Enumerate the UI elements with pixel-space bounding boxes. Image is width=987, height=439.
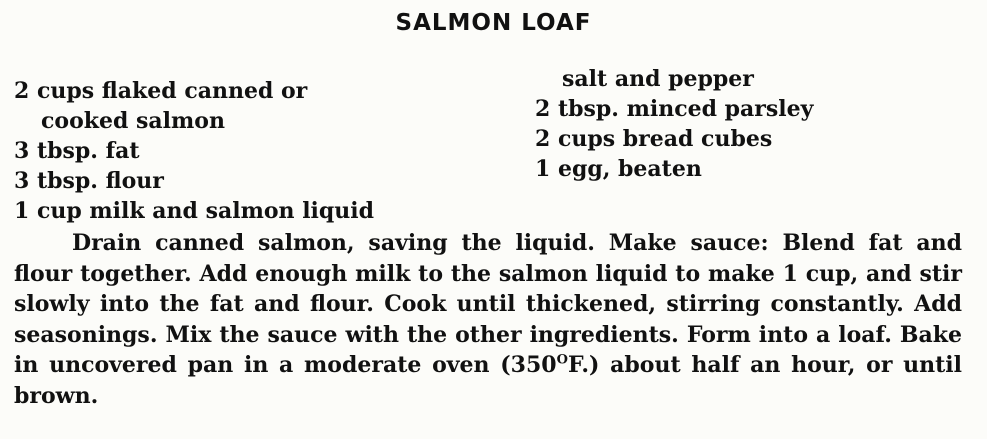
instructions-text-part-1: Drain canned salmon, saving the liquid. Make sauce: Blend fat and flour together. Add enough milk to the salmon liquid to make 1 cup, and stir slowly into the fat and flour. Cook until thickened, stirring constantly. Add seasonings. Mix the sauce with the other ingredients. Form into a loaf. Bake in uncovered pan in a moderate oven (350 [14,230,962,378]
ingredients-right-column [535,64,813,184]
ingredients-left-column [14,76,374,226]
ingredient-line: 1 cup milk and salmon liquid [14,198,375,224]
recipe-title: SALMON LOAF [395,10,592,36]
ingredient-line: 3 tbsp. flour [14,168,164,194]
ingredient-line: 2 tbsp. minced parsley [535,96,814,122]
ingredients-list [14,66,974,224]
ingredient-line: salt and pepper [562,66,754,92]
ingredient-line: cooked salmon [41,108,225,134]
ingredient-line: 1 egg, beaten [535,156,702,182]
ingredient-line: 3 tbsp. fat [14,138,140,164]
instructions-text-part-2: F.) about half an hour, or until brown. [14,352,962,409]
degree-mark: O [556,352,568,368]
recipe-instructions [14,228,962,411]
ingredient-line: 2 cups flaked canned or [14,78,308,104]
ingredient-line: 2 cups bread cubes [535,126,773,152]
